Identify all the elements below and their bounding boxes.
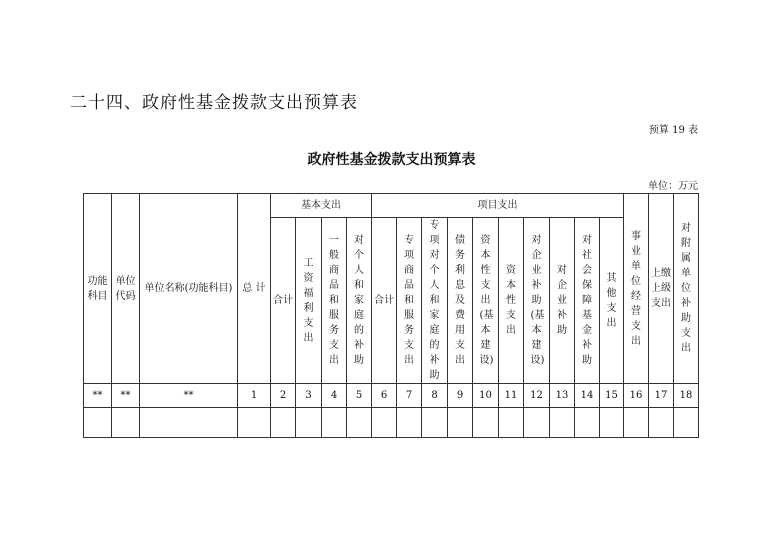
data-cell: [322, 408, 347, 438]
header-project-col: 对企业补助(基本建设): [524, 218, 550, 384]
index-cell: 18: [674, 384, 699, 408]
index-cell: 15: [600, 384, 624, 408]
data-cell: [674, 408, 699, 438]
data-cell: [112, 408, 140, 438]
index-cell: 9: [448, 384, 473, 408]
index-cell: **: [140, 384, 238, 408]
header-project-col: 资本性支出(基本建设): [473, 218, 499, 384]
header-tail-2: 上缴上级支出: [649, 194, 674, 384]
data-cell: [372, 408, 397, 438]
data-cell: [448, 408, 473, 438]
header-project-col: 对社会保障基金补助: [575, 218, 600, 384]
header-tail-3: 对附属单位补助支出: [674, 194, 699, 384]
header-total: 总 计: [238, 194, 271, 384]
section-title: 二十四、政府性基金拨款支出预算表: [70, 93, 358, 113]
header-project-col: 对企业补助: [550, 218, 575, 384]
header-unit-code: 单位代码: [112, 194, 140, 384]
index-cell: 7: [397, 384, 422, 408]
data-cell: [140, 408, 238, 438]
index-cell: 8: [422, 384, 448, 408]
header-basic-group: 基本支出: [271, 194, 372, 218]
data-cell: [624, 408, 649, 438]
header-unit-name: 单位名称(功能科目): [140, 194, 238, 384]
table-title: 政府性基金拨款支出预算表: [307, 152, 476, 168]
index-cell: 16: [624, 384, 649, 408]
data-cell: [600, 408, 624, 438]
header-project-col: 专项对个人和家庭的补助: [422, 218, 448, 384]
header-project-col: 其他支出: [600, 218, 624, 384]
index-cell: 11: [499, 384, 524, 408]
index-cell: 14: [575, 384, 600, 408]
index-cell: **: [112, 384, 140, 408]
data-cell: [238, 408, 271, 438]
data-cell: [347, 408, 372, 438]
index-cell: 12: [524, 384, 550, 408]
table-number: 预算 19 表: [648, 125, 698, 136]
header-basic-col: 一般商品和服务支出: [322, 218, 347, 384]
data-cell: [550, 408, 575, 438]
header-basic-col: 工资福利支出: [296, 218, 322, 384]
data-cell: [422, 408, 448, 438]
index-row: [84, 384, 699, 408]
index-cell: 1: [238, 384, 271, 408]
header-project-col: 合计: [372, 218, 397, 384]
index-cell: 13: [550, 384, 575, 408]
header-project-col: 专项商品和服务支出: [397, 218, 422, 384]
index-cell: 5: [347, 384, 372, 408]
data-cell: [473, 408, 499, 438]
budget-table: [83, 193, 699, 438]
data-cell: [649, 408, 674, 438]
unit-label: 单位：万元: [648, 181, 698, 192]
data-cell: [575, 408, 600, 438]
header-func-subject: 功能科目: [84, 194, 112, 384]
header-basic-col: 合计: [271, 218, 296, 384]
data-cell: [499, 408, 524, 438]
data-cell: [397, 408, 422, 438]
header-project-col: 资本性支出: [499, 218, 524, 384]
data-cell: [524, 408, 550, 438]
index-cell: 2: [271, 384, 296, 408]
header-basic-col: 对个人和家庭的补助: [347, 218, 372, 384]
index-cell: 17: [649, 384, 674, 408]
index-cell: 10: [473, 384, 499, 408]
index-cell: 6: [372, 384, 397, 408]
data-row: [84, 408, 699, 438]
data-cell: [296, 408, 322, 438]
header-project-group: 项目支出: [372, 194, 624, 218]
data-cell: [84, 408, 112, 438]
data-cell: [271, 408, 296, 438]
header-project-col: 债务利息及费用支出: [448, 218, 473, 384]
header-tail-1: 事业单位经营支出: [624, 194, 649, 384]
index-cell: 4: [322, 384, 347, 408]
index-cell: 3: [296, 384, 322, 408]
index-cell: **: [84, 384, 112, 408]
